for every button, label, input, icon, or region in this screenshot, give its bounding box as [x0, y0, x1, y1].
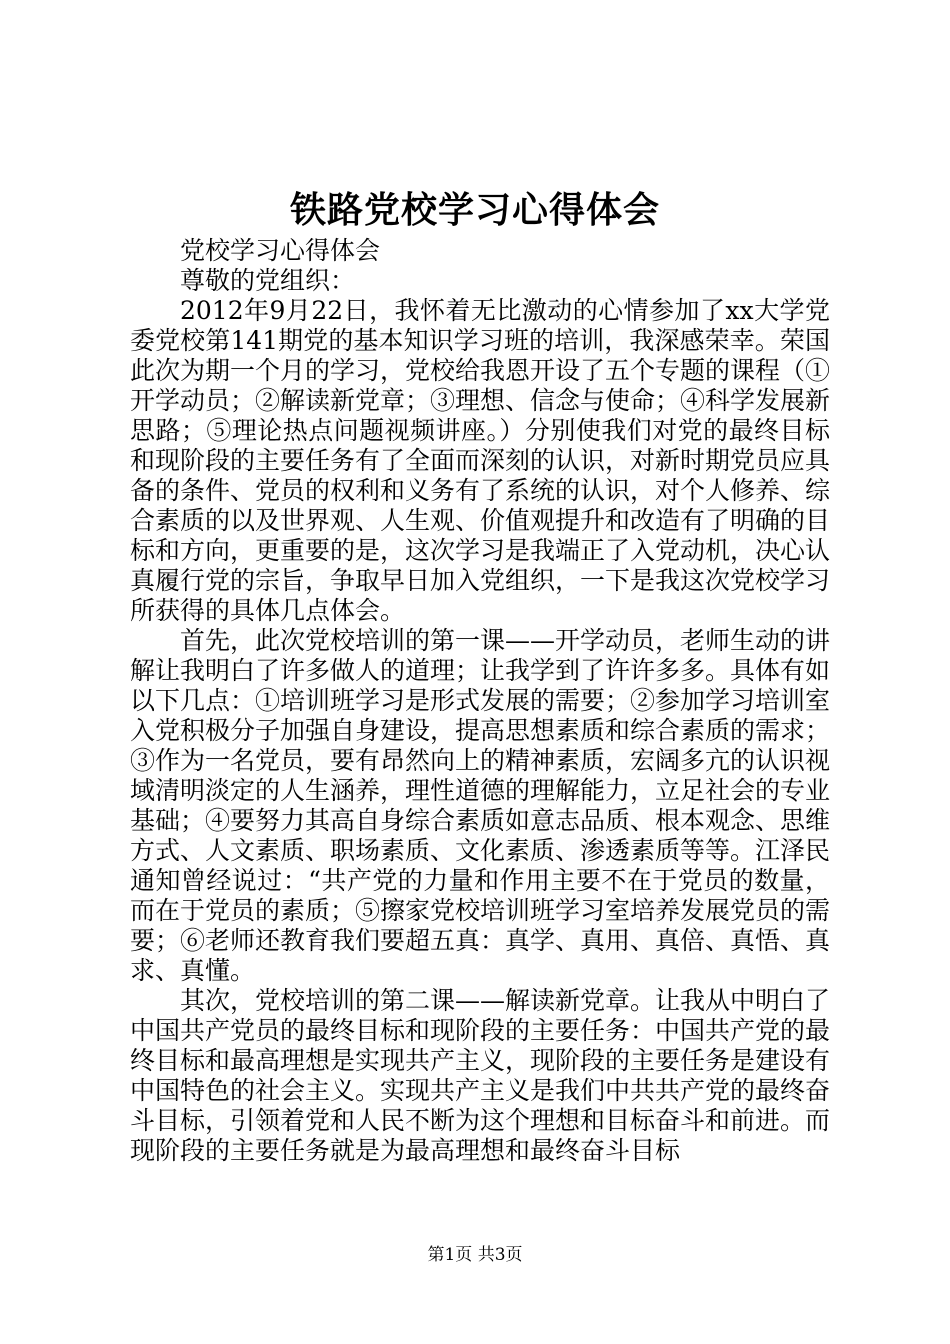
paragraph-heading: 党校学习心得体会	[180, 236, 381, 265]
paragraph-first-lesson: 首先，此次党校培训的第一课——开学动员，老师生动的讲解让我明白了许多做人的道理；让我学到了许许多多。具体有如以下几点：①培训班学习是形式发展的需要；②参加学习培训室入党积极分子加强自身建设，提高思想素质和综合素质的需求；③作为一名党员，要有昂然向上的精神素质，宏阔多亢的认识视域清明淡定的人生涵养，理性道德的理解能力，立足社会的专业基础；④要努力其高自身综合素质如意志品质、根本观念、思维方式、人文素质、职场素质、文化素质、渗透素质等等。江泽民通知曾经说过：“共产党的力量和作用主要不在于党员的数量，而在于党员的素质；⑤擦家党校培训班学习室培养发展党员的需要；⑥老师还教育我们要超五真：真学、真用、真倍、真悟、真求、真懂。	[130, 626, 831, 985]
document-body	[130, 236, 830, 1166]
paragraph-second-lesson: 其次，党校培训的第二课——解读新党章。让我从中明白了中国共产党员的最终目标和现阶段的主要任务：中国共产党的最终目标和最高理想是实现共产主义，现阶段的主要任务是建设有中国特色的社会主义。实现共产主义是我们中共共产党的最终奋斗目标，引领着党和人民不断为这个理想和目标奋斗和前进。而现阶段的主要任务就是为最高理想和最终奋斗目标	[130, 986, 831, 1165]
page-footer: 第1页 共3页	[427, 1245, 523, 1265]
paragraph-intro: 2012年9月22日，我怀着无比激动的心情参加了xx大学党委党校第141期党的基本知识学习班的培训，我深感荣幸。荣国此次为期一个月的学习，党校给我恩开设了五个专题的课程（①开学动员；②解读新党章；③理想、信念与使命；④科学发展新思路；⑤理论热点问题视频讲座。）分别使我们对党的最终目标和现阶段的主要任务有了全面而深刻的认识，对新时期党员应具备的条件、党员的权利和义务有了系统的认识，对个人修养、综合素质的以及世界观、人生观、价值观提升和改造有了明确的目标和方向，更重要的是，这次学习是我端正了入党动机，决心认真履行党的宗旨，争取早日加入党组织，一下是我这次党校学习所获得的具体几点体会。	[130, 296, 831, 625]
document-title: 铁路党校学习心得体会	[289, 189, 660, 231]
paragraph-salutation: 尊敬的党组织：	[180, 266, 356, 295]
